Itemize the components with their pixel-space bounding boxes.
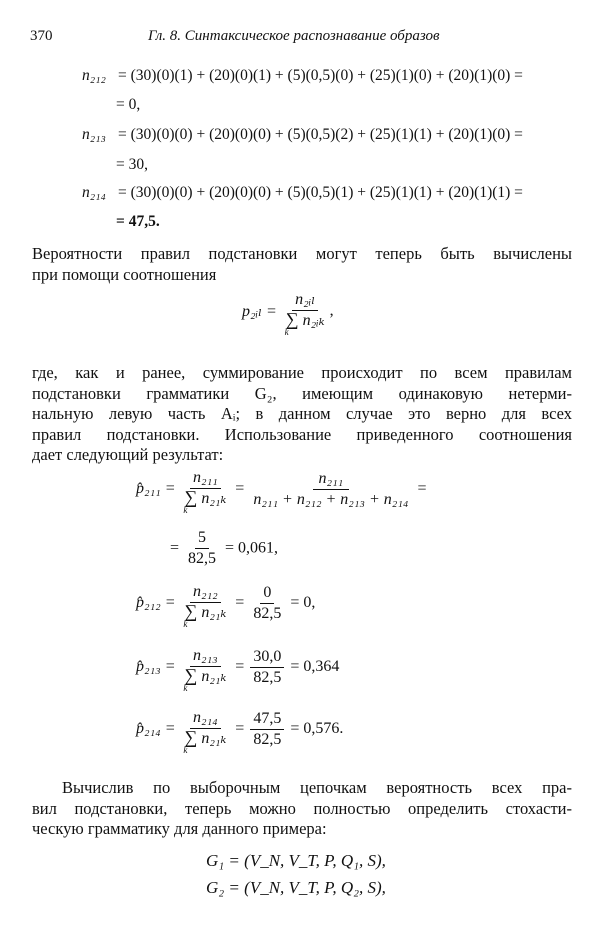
p214-numerator: n₂₁₄: [190, 708, 221, 729]
paragraph-3: [32, 778, 572, 840]
paragraph-2-line: нальную левую часть Aᵢ; в данном случае это верно для всех: [32, 404, 572, 423]
p211-cont-fraction: [185, 528, 219, 569]
formula-general: [242, 290, 334, 337]
formula-general-trail: ,: [329, 302, 334, 319]
running-head: Гл. 8. Синтаксическое распознавание образов: [148, 28, 440, 44]
p211-fraction: [181, 468, 229, 515]
sum-symbol: ∑: [285, 309, 299, 329]
formula-general-denominator: ∑k n₂ᵢₖ: [284, 309, 325, 337]
eq-n212-rhs: = (30)(0)(1) + (20)(0)(1) + (5)(0,5)(0) + (25)(1)(0) + (20)(1)(0) =: [118, 67, 523, 84]
p212-denominator: ∑k n₂₁ₖ: [183, 601, 227, 629]
p211-numerator: n₂₁₁: [190, 468, 221, 489]
p211-denominator: ∑k n₂₁ₖ: [183, 487, 227, 515]
p213-fraction: [181, 646, 229, 693]
p212-fraction: [181, 582, 229, 629]
formula-p211-cont: [170, 528, 278, 569]
paragraph-3-line: вил подстановки, теперь можно полностью определить стохасти-: [32, 798, 572, 818]
formula-general-den-term: n₂ᵢₖ: [302, 312, 325, 329]
p211-cont-result: = 0,061,: [225, 539, 279, 557]
p214-value-fraction: [250, 709, 284, 750]
paragraph-3-line: Вычислив по выборочным цепочкам вероятность всех пра-: [62, 778, 572, 797]
p213-value-numerator: 30,0: [250, 647, 284, 668]
p212-result: = 0,: [290, 594, 316, 611]
paragraph-2-line: подстановки грамматики G₂, имеющим одинаковую нетерми-: [32, 383, 572, 403]
formula-general-fraction: [283, 290, 328, 337]
p214-lhs: p̂₂₁₄ =: [136, 720, 176, 737]
sum-symbol: ∑: [184, 487, 198, 507]
paragraph-1-line: Вероятности правил подстановки могут теперь быть вычислены: [32, 244, 572, 263]
p211-full-numerator: n₂₁₁: [313, 469, 350, 490]
p214-fraction: [181, 708, 229, 755]
p211-full-fraction: [250, 469, 411, 510]
p212-den-term: n₂₁ₖ: [201, 604, 227, 621]
paragraph-2-line: где, как и ранее, суммирование происходит по всем правилам: [32, 363, 572, 382]
p212-value-numerator: 0: [260, 583, 274, 604]
p211-cont-numerator: 5: [195, 528, 209, 549]
p211-cont-denominator: 82,5: [188, 550, 217, 567]
eq-n214-result: = 47,5.: [116, 213, 160, 230]
p212-value-fraction: [250, 583, 284, 624]
formula-p211: [136, 468, 427, 515]
p211-eq-end: =: [417, 480, 427, 497]
p212-numerator: n₂₁₂: [190, 582, 221, 603]
paragraph-1: [32, 244, 572, 285]
p211-eq-mid: =: [235, 480, 245, 497]
p213-denominator: ∑k n₂₁ₖ: [183, 665, 227, 693]
formula-general-lhs: p₂ᵢₗ =: [242, 303, 277, 320]
p214-value-denominator: 82,5: [253, 730, 282, 748]
eq-n214-lhs: n₂₁₄: [82, 184, 106, 201]
paragraph-1-line: при помощи соотношения: [32, 264, 217, 284]
paragraph-3-line: ческую грамматику для данного примера:: [32, 819, 327, 838]
p214-value-numerator: 47,5: [250, 709, 284, 730]
p213-value-fraction: [250, 647, 284, 688]
eq-n213-rhs: = (30)(0)(0) + (20)(0)(0) + (5)(0,5)(2) + (25)(1)(1) + (20)(1)(0) =: [118, 126, 523, 143]
paragraph-2: [32, 363, 572, 466]
p213-den-term: n₂₁ₖ: [201, 668, 227, 685]
sum-symbol: ∑: [184, 601, 198, 621]
eq-n213-result: = 30,: [116, 156, 148, 173]
p213-numerator: n₂₁₃: [190, 646, 221, 667]
p214-denominator: ∑k n₂₁ₖ: [183, 727, 227, 755]
p212-eq: =: [235, 594, 245, 611]
page-number: 370: [30, 28, 53, 44]
eq-n213-lhs: n₂₁₃: [82, 126, 106, 143]
paragraph-2-line: дает следующий результат:: [32, 445, 224, 464]
formula-p213: [136, 646, 340, 693]
p213-lhs: p̂₂₁₃ =: [136, 658, 176, 675]
eq-n212-result: = 0,: [116, 96, 141, 113]
p213-value-denominator: 82,5: [253, 668, 282, 686]
p214-eq: =: [235, 720, 245, 737]
p211-full-denominator: n₂₁₁ + n₂₁₂ + n₂₁₃ + n₂₁₄: [253, 490, 409, 508]
p214-den-term: n₂₁ₖ: [201, 730, 227, 747]
p211-cont-eq: =: [170, 539, 180, 557]
grammar-g1: G₁ = (V_N, V_T, P, Q₁, S),: [206, 851, 386, 870]
eq-n212-lhs: n₂₁₂: [82, 67, 106, 84]
sum-symbol: ∑: [184, 727, 198, 747]
p211-lhs: p̂₂₁₁ =: [136, 480, 176, 497]
p213-eq: =: [235, 658, 245, 675]
p213-result: = 0,364: [290, 658, 340, 675]
formula-p214: [136, 708, 344, 755]
sum-symbol: ∑: [184, 665, 198, 685]
formula-p212: [136, 582, 316, 629]
p211-den-term: n₂₁ₖ: [201, 490, 227, 507]
paragraph-2-line: правил подстановки. Использование приведенного соотношения: [32, 424, 572, 444]
p212-value-denominator: 82,5: [253, 604, 282, 622]
p214-result: = 0,576.: [290, 720, 344, 737]
grammar-g2: G₂ = (V_N, V_T, P, Q₂, S),: [206, 878, 386, 897]
eq-n214-rhs: = (30)(0)(0) + (20)(0)(0) + (5)(0,5)(1) + (25)(1)(1) + (20)(1)(1) =: [118, 184, 523, 201]
formula-general-numerator: n₂ᵢₗ: [292, 290, 318, 311]
p212-lhs: p̂₂₁₂ =: [136, 594, 176, 611]
